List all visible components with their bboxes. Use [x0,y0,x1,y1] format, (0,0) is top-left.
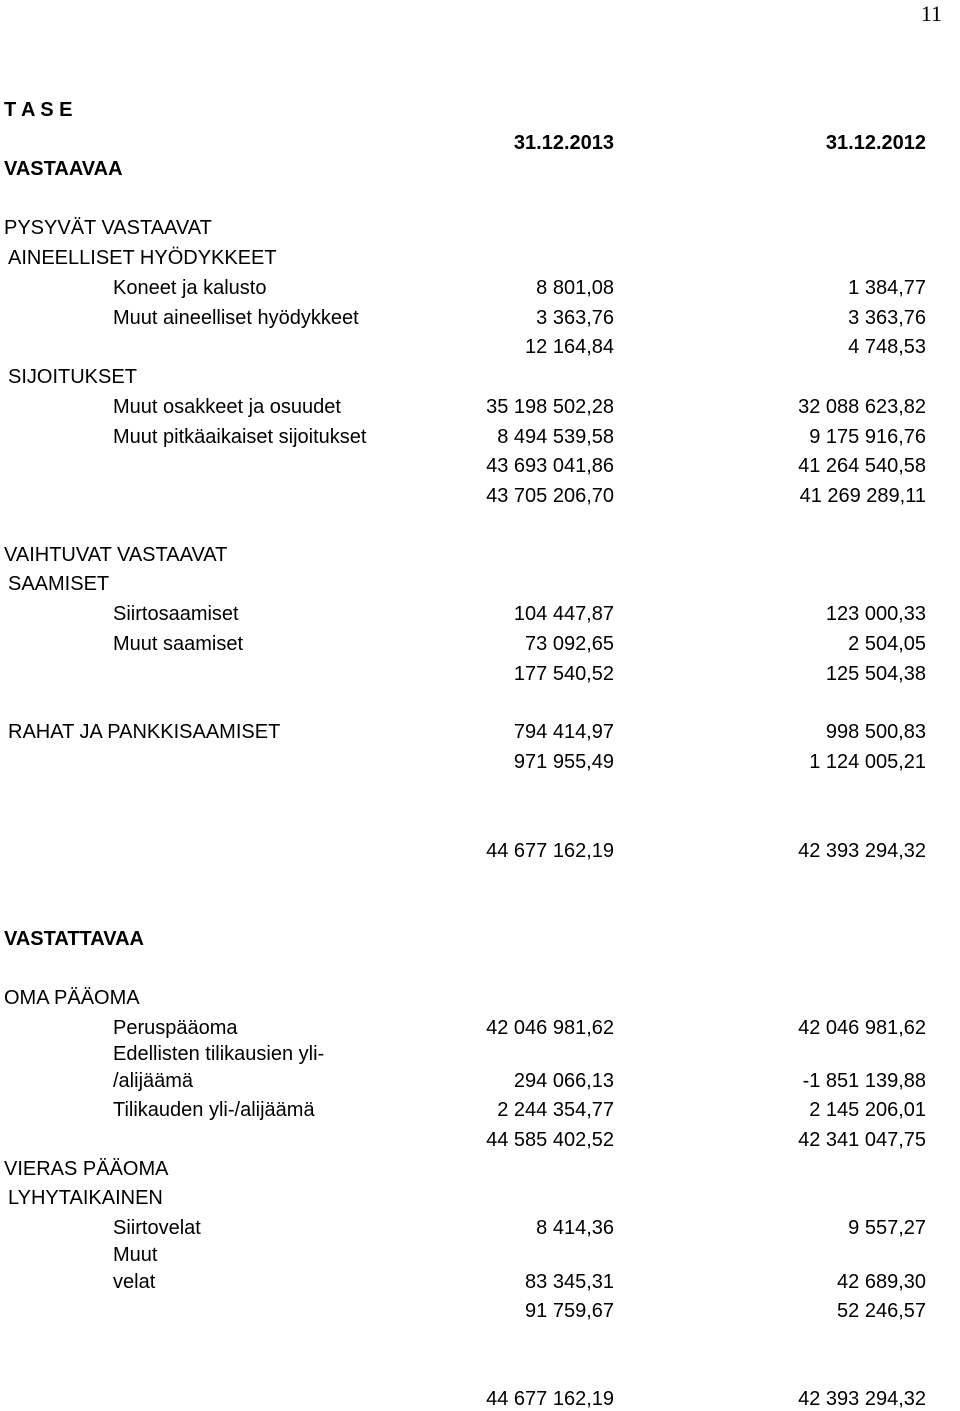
fixed-assets-total-2012: 41 269 289,11 [799,485,926,507]
subtotal-2013: 91 759,67 [525,1300,614,1322]
subtotal-2013: 43 693 041,86 [486,455,614,477]
row-label: Siirtovelat [113,1217,201,1239]
row-value-2013: 3 363,76 [536,307,614,329]
current-assets-total-2012: 1 124 005,21 [809,751,926,773]
row-label: Tilikauden yli-/alijäämä [113,1099,315,1121]
row-value-2013: 8 414,36 [536,1217,614,1239]
subtotal-2013: 177 540,52 [513,663,614,685]
subtotal-2012: 41 264 540,58 [798,455,926,477]
cash-label: RAHAT JA PANKKISAAMISET [8,721,281,743]
year-header-2012: 31.12.2012 [825,132,926,154]
subtotal-2012: 4 748,53 [848,336,926,358]
row-label: Koneet ja kalusto [113,277,267,299]
row-value-2012: 9 175 916,76 [809,426,926,448]
row-value-2012: 32 088 623,82 [798,396,926,418]
subtotal-2012: 42 341 047,75 [798,1129,926,1151]
row-label: Muut pitkäaikaiset sijoitukset [113,426,367,448]
row-label-line2: /alijäämä [113,1070,194,1092]
row-value-2013: 8 801,08 [536,277,614,299]
assets-total-2013: 44 677 162,19 [486,840,614,862]
row-value-2012: 2 504,05 [848,633,926,655]
current-assets-total-2013: 971 955,49 [513,751,614,773]
row-label-line1: Muut [113,1244,158,1266]
subtotal-2012: 52 246,57 [837,1300,926,1322]
subtotal-2013: 12 164,84 [525,336,614,358]
row-label: Muut osakkeet ja osuudet [113,396,341,418]
page-title: T A S E [4,99,73,121]
current-assets-heading: VAIHTUVAT VASTAAVAT [4,544,228,566]
row-value-2013: 42 046 981,62 [486,1017,614,1039]
row-value-2013: 83 345,31 [525,1271,614,1293]
liabilities-heading: VASTATTAVAA [4,928,144,950]
row-value-2013: 104 447,87 [513,603,614,625]
assets-total-2012: 42 393 294,32 [798,840,926,862]
year-header-2013: 31.12.2013 [513,132,614,154]
row-value-2012: -1 851 139,88 [802,1070,926,1092]
row-label: Muut aineelliset hyödykkeet [113,307,359,329]
row-value-2013: 35 198 502,28 [486,396,614,418]
receivables-heading: SAAMISET [8,573,110,595]
row-value-2013: 73 092,65 [525,633,614,655]
subtotal-2012: 125 504,38 [825,663,926,685]
page-number: 11 [920,1,942,26]
row-label-line1: Edellisten tilikausien yli- [113,1043,325,1065]
row-label: Peruspääoma [113,1017,238,1039]
fixed-assets-heading: PYSYVÄT VASTAAVAT [4,217,212,239]
assets-heading: VASTAAVAA [4,158,123,180]
row-value-2013: 294 066,13 [513,1070,614,1092]
row-value-2012: 3 363,76 [848,307,926,329]
cash-value-2012: 998 500,83 [825,721,926,743]
row-value-2012: 42 046 981,62 [798,1017,926,1039]
row-value-2012: 42 689,30 [837,1271,926,1293]
row-value-2013: 8 494 539,58 [497,426,614,448]
liabilities-total-2012: 42 393 294,32 [798,1388,926,1410]
short-term-heading: LYHYTAIKAINEN [8,1187,163,1209]
row-value-2012: 123 000,33 [825,603,926,625]
liabilities-total-2013: 44 677 162,19 [486,1388,614,1410]
row-value-2012: 9 557,27 [848,1217,926,1239]
row-value-2013: 2 244 354,77 [497,1099,614,1121]
row-value-2012: 2 145 206,01 [809,1099,926,1121]
subtotal-2013: 44 585 402,52 [486,1129,614,1151]
row-label: Siirtosaamiset [113,603,239,625]
row-label: Muut saamiset [113,633,244,655]
row-label-line2: velat [113,1271,156,1293]
tangible-assets-heading: AINEELLISET HYÖDYKKEET [8,247,277,269]
fixed-assets-total-2013: 43 705 206,70 [486,485,614,507]
row-value-2012: 1 384,77 [848,277,926,299]
investments-heading: SIJOITUKSET [8,366,137,388]
debt-heading: VIERAS PÄÄOMA [4,1158,169,1180]
cash-value-2013: 794 414,97 [513,721,614,743]
equity-heading: OMA PÄÄOMA [4,987,140,1009]
